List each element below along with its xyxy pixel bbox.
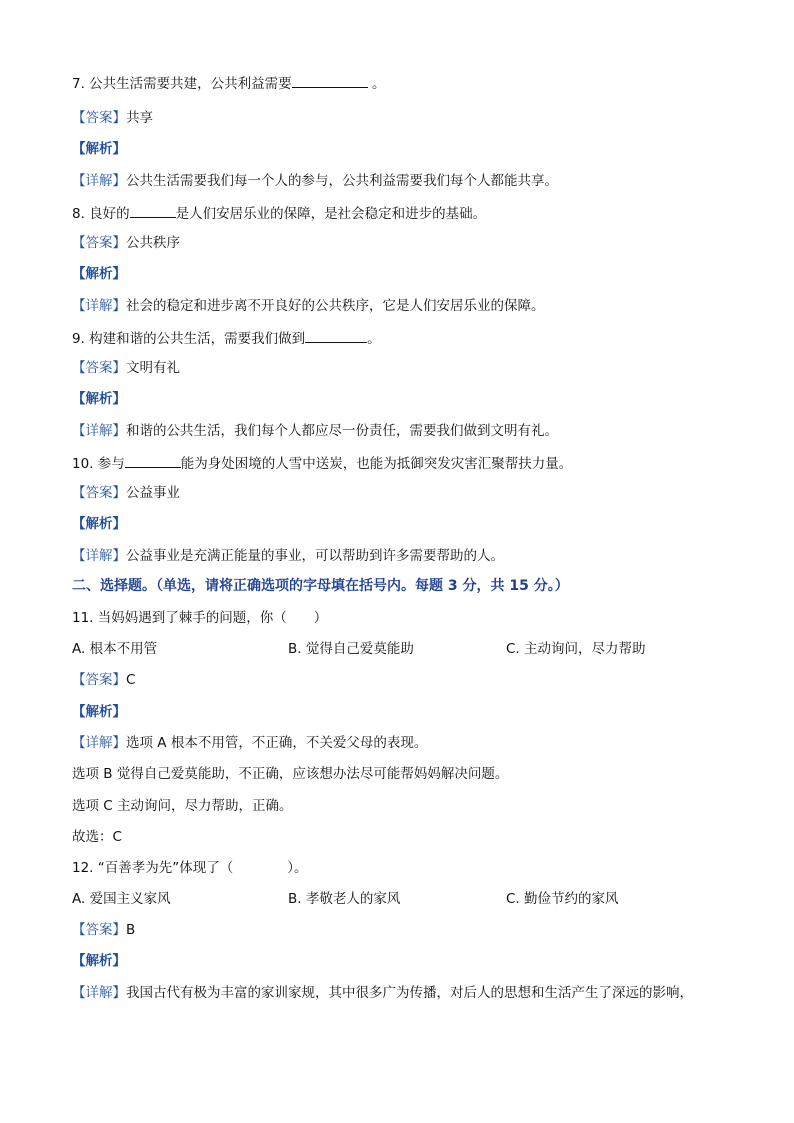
answer-label: 【答案】 <box>72 485 126 501</box>
question-number: 10. <box>72 456 98 472</box>
analysis-label: 【解析】 <box>72 516 126 532</box>
answer-label: 【答案】 <box>72 360 126 376</box>
detail-line <box>72 734 427 752</box>
detail-label: 【详解】 <box>72 985 126 1001</box>
option-a: A. 根本不用管 <box>72 641 158 657</box>
question-9 <box>72 328 381 348</box>
option-c: C. 主动询问，尽力帮助 <box>506 641 646 657</box>
question-number: 7. <box>72 76 90 92</box>
question-text-end: 能为身处困境的人雪中送炭，也能为抵御突发灾害汇聚帮扶力量。 <box>180 456 573 472</box>
answer-label: 【答案】 <box>72 110 126 126</box>
question-text-end: 。 <box>367 76 386 92</box>
question-10 <box>72 453 572 473</box>
question-number: 8. <box>72 206 90 222</box>
answer-line <box>72 234 180 252</box>
detail-label: 【详解】 <box>72 298 126 314</box>
question-text: 参与 <box>97 456 125 472</box>
answer-text: 文明有礼 <box>126 360 180 376</box>
answer-blank <box>292 73 368 88</box>
answer-line <box>72 109 153 127</box>
question-11: 11. 当妈妈遇到了棘手的问题，你（ ） <box>72 610 328 626</box>
answer-text: 公共秩序 <box>126 235 180 251</box>
detail-line <box>72 547 504 565</box>
answer-line <box>72 671 135 689</box>
section-heading: 二、选择题。（单选，请将正确选项的字母填在括号内。每题 3 分，共 15 分。） <box>72 578 569 594</box>
detail-line <box>72 172 558 190</box>
question-text-end: 。 <box>367 331 381 347</box>
final-choice: 故选：C <box>72 829 122 845</box>
answer-label: 【答案】 <box>72 672 126 688</box>
analysis-label: 【解析】 <box>72 953 126 969</box>
question-7 <box>72 73 385 93</box>
question-text: 公共生活需要共建，公共利益需要 <box>89 76 292 92</box>
detail-option-b: 选项 B 觉得自己爱莫能助，不正确，应该想办法尽可能帮妈妈解决问题。 <box>72 766 509 782</box>
analysis-label: 【解析】 <box>72 266 126 282</box>
question-number: 9. <box>72 331 90 347</box>
option-b: B. 孝敬老人的家风 <box>288 891 401 907</box>
question-text: 良好的 <box>89 206 130 222</box>
question-text: 构建和谐的公共生活，需要我们做到 <box>89 331 306 347</box>
detail-line <box>72 422 558 440</box>
detail-text: 选项 A 根本不用管，不正确，不关爱父母的表现。 <box>126 735 428 751</box>
answer-line <box>72 921 135 939</box>
detail-text: 公益事业是充满正能量的事业，可以帮助到许多需要帮助的人。 <box>126 548 504 564</box>
option-c: C. 勤俭节约的家风 <box>506 891 619 907</box>
answer-text: 共享 <box>126 110 153 126</box>
detail-text: 社会的稳定和进步离不开良好的公共秩序，它是人们安居乐业的保障。 <box>126 298 545 314</box>
detail-line <box>72 297 545 315</box>
answer-label: 【答案】 <box>72 922 126 938</box>
question-8 <box>72 203 486 223</box>
option-b: B. 觉得自己爱莫能助 <box>288 641 414 657</box>
question-text-end: 是人们安居乐业的保障，是社会稳定和进步的基础。 <box>175 206 487 222</box>
answer-blank <box>125 453 181 468</box>
detail-text: 公共生活需要我们每一个人的参与，公共利益需要我们每个人都能共享。 <box>126 173 558 189</box>
option-a: A. 爱国主义家风 <box>72 891 171 907</box>
analysis-label: 【解析】 <box>72 704 126 720</box>
detail-label: 【详解】 <box>72 735 126 751</box>
detail-label: 【详解】 <box>72 423 126 439</box>
detail-label: 【详解】 <box>72 173 126 189</box>
answer-blank <box>305 328 367 343</box>
analysis-label: 【解析】 <box>72 391 126 407</box>
answer-line <box>72 484 180 502</box>
answer-blank <box>130 203 176 218</box>
detail-option-c: 选项 C 主动询问，尽力帮助，正确。 <box>72 798 293 814</box>
answer-text: B <box>126 922 136 938</box>
question-12: 12. “百善孝为先”体现了（ ）。 <box>72 860 308 876</box>
analysis-label: 【解析】 <box>72 141 126 157</box>
detail-label: 【详解】 <box>72 548 126 564</box>
answer-text: 公益事业 <box>126 485 180 501</box>
detail-line <box>72 984 693 1002</box>
answer-label: 【答案】 <box>72 235 126 251</box>
answer-line <box>72 359 180 377</box>
detail-text: 和谐的公共生活，我们每个人都应尽一份责任，需要我们做到文明有礼。 <box>126 423 558 439</box>
detail-text: 我国古代有极为丰富的家训家规，其中很多广为传播，对后人的思想和生活产生了深远的影响， <box>126 985 693 1001</box>
answer-text: C <box>126 672 136 688</box>
